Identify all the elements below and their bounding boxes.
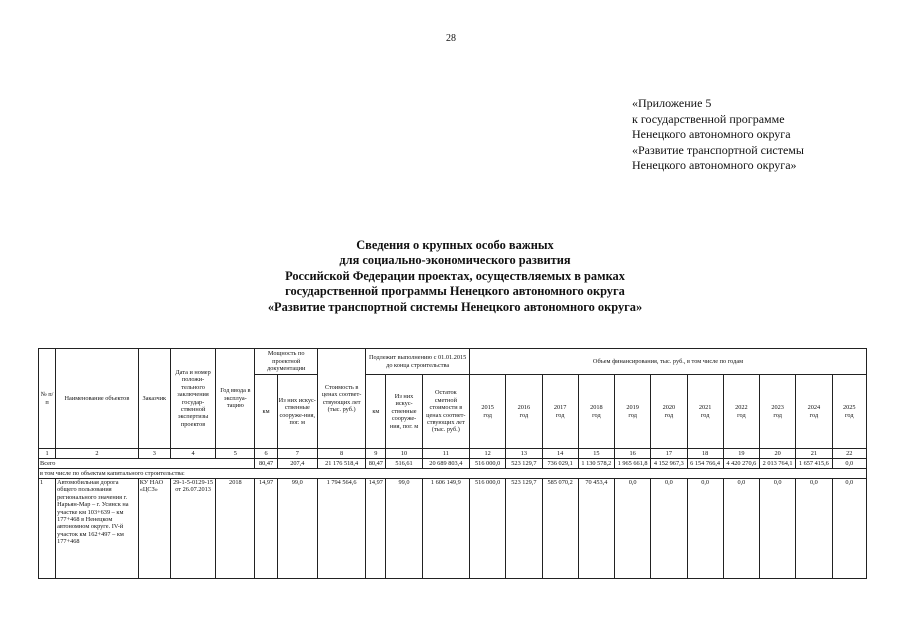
- header-year: 2016 год: [506, 375, 542, 449]
- object-cell: 14,97: [366, 479, 386, 579]
- column-number: 6: [255, 449, 277, 459]
- header-rest: Остаток сметной стоимости в ценах соответ-ствующих лет (тыс. руб.): [422, 375, 469, 449]
- header-cap-art: Из них искус-ственные сооруже-ния, пог. м: [277, 375, 317, 449]
- column-number: 17: [651, 449, 687, 459]
- total-cell: 0,0: [832, 459, 867, 469]
- total-cell: 21 176 518,4: [317, 459, 365, 469]
- header-year: 2015 год: [470, 375, 506, 449]
- column-number: 19: [723, 449, 759, 459]
- object-cell: 14,97: [255, 479, 277, 579]
- total-cell: 1 657 415,6: [796, 459, 832, 469]
- column-number: 5: [216, 449, 255, 459]
- document-title: [150, 238, 760, 315]
- object-cell: 516 000,0: [470, 479, 506, 579]
- total-cell: 207,4: [277, 459, 317, 469]
- object-cell: 0,0: [760, 479, 796, 579]
- header-done-art: Из них искус-ственные сооруже-ния, пог. м: [386, 375, 422, 449]
- object-customer: КУ НАО «ЦСЗ»: [138, 479, 170, 579]
- header-year: 2017 год: [542, 375, 578, 449]
- total-cell: 80,47: [366, 459, 386, 469]
- header-num: № п/п: [39, 349, 56, 449]
- column-number: 12: [470, 449, 506, 459]
- total-row: [39, 459, 867, 469]
- header-year: 2021 год: [687, 375, 723, 449]
- header-customer: Заказчик: [138, 349, 170, 449]
- appendix-line: Ненецкого автономного округа: [632, 127, 791, 141]
- column-number: 18: [687, 449, 723, 459]
- section-label: в том числе по объектам капитального строительства:: [39, 469, 867, 479]
- object-expertise: 29-1-5-0129-15 от 26.07.2013: [170, 479, 215, 579]
- header-year: 2023 год: [760, 375, 796, 449]
- column-number: 15: [578, 449, 614, 459]
- column-number: 10: [386, 449, 422, 459]
- column-number: 4: [170, 449, 215, 459]
- header-year-commission: Год ввода в эксплуа-тацию: [216, 349, 255, 449]
- header-year: 2024 год: [796, 375, 832, 449]
- column-number: 1: [39, 449, 56, 459]
- column-number: 13: [506, 449, 542, 459]
- total-label: Всего: [39, 459, 255, 469]
- total-cell: 20 689 803,4: [422, 459, 469, 469]
- column-number: 21: [796, 449, 832, 459]
- column-number: 2: [56, 449, 139, 459]
- column-number: 7: [277, 449, 317, 459]
- total-cell: 6 154 766,4: [687, 459, 723, 469]
- total-cell: 516,61: [386, 459, 422, 469]
- object-cell: 0,0: [615, 479, 651, 579]
- header-capacity: Мощность по проектной документации: [255, 349, 317, 375]
- header-year: 2022 год: [723, 375, 759, 449]
- column-number: 20: [760, 449, 796, 459]
- title-line: Российской Федерации проектах, осуществляемых в рамках: [285, 268, 625, 283]
- header-year: 2025 год: [832, 375, 867, 449]
- total-cell: 1 965 661,8: [615, 459, 651, 469]
- object-cell: 523 129,7: [506, 479, 542, 579]
- total-cell: 1 130 578,2: [578, 459, 614, 469]
- header-year: 2020 год: [651, 375, 687, 449]
- header-expertise: Дата и номер положи-тельного заключения государ-ственной экспертизы проектов: [170, 349, 215, 449]
- object-cell: 70 453,4: [578, 479, 614, 579]
- appendix-note: [632, 96, 804, 174]
- total-cell: 736 029,1: [542, 459, 578, 469]
- total-cell: 80,47: [255, 459, 277, 469]
- object-row: [39, 479, 867, 579]
- appendix-line: «Приложение 5: [632, 96, 712, 110]
- object-cell: 99,0: [386, 479, 422, 579]
- object-cell: 0,0: [832, 479, 867, 579]
- column-number: 22: [832, 449, 867, 459]
- title-line: для социально-экономического развития: [339, 253, 571, 268]
- object-cell: 0,0: [796, 479, 832, 579]
- column-number: 11: [422, 449, 469, 459]
- appendix-line: «Развитие транспортной системы: [632, 142, 804, 157]
- object-cell: 1 606 149,9: [422, 479, 469, 579]
- title-line: государственной программы Ненецкого автономного округа: [285, 284, 625, 299]
- appendix-line: Ненецкого автономного округа»: [632, 158, 797, 172]
- column-number: 16: [615, 449, 651, 459]
- header-name: Наименование объектов: [56, 349, 139, 449]
- object-cell: 0,0: [687, 479, 723, 579]
- header-year: 2018 год: [578, 375, 614, 449]
- header-done-km: км: [366, 375, 386, 449]
- object-year: 2018: [216, 479, 255, 579]
- total-cell: 2 013 764,1: [760, 459, 796, 469]
- header-cost: Стоимость в ценах соответ-ствующих лет (тыс. руб.): [317, 349, 365, 449]
- section-row: [39, 469, 867, 479]
- projects-table: [38, 348, 867, 579]
- appendix-line: к государственной программе: [632, 111, 785, 126]
- total-cell: 4 420 270,6: [723, 459, 759, 469]
- object-cell: 0,0: [651, 479, 687, 579]
- header-financing: Объем финансирования, тыс. руб., в том числе по годам: [470, 349, 867, 375]
- object-cell: 1 794 564,6: [317, 479, 365, 579]
- column-number: 8: [317, 449, 365, 459]
- title-line: Сведения о крупных особо важных: [356, 238, 554, 252]
- total-cell: 4 152 967,3: [651, 459, 687, 469]
- object-num: 1: [39, 479, 56, 579]
- object-cell: 585 070,2: [542, 479, 578, 579]
- object-name: Автомобильная дорога общего пользования регионального значения г. Нарьян-Мар – г. Усинск на участке км 103+639 – км 177+468 в Ненецком автономном округе. IV-й участок км 162+497 – км 177+468: [56, 479, 139, 579]
- page-number: 28: [446, 33, 456, 44]
- header-cap-km: км: [255, 375, 277, 449]
- column-number: 9: [366, 449, 386, 459]
- header-year: 2019 год: [615, 375, 651, 449]
- object-cell: 99,0: [277, 479, 317, 579]
- column-number: 14: [542, 449, 578, 459]
- title-line: «Развитие транспортной системы Ненецкого автономного округа»: [267, 299, 643, 314]
- header-done: Подлежит выполнению с 01.01.2015 до конца строительства: [366, 349, 470, 375]
- total-cell: 516 000,0: [470, 459, 506, 469]
- column-number: 3: [138, 449, 170, 459]
- total-cell: 523 129,7: [506, 459, 542, 469]
- column-numbers-row: [39, 449, 867, 459]
- object-cell: 0,0: [723, 479, 759, 579]
